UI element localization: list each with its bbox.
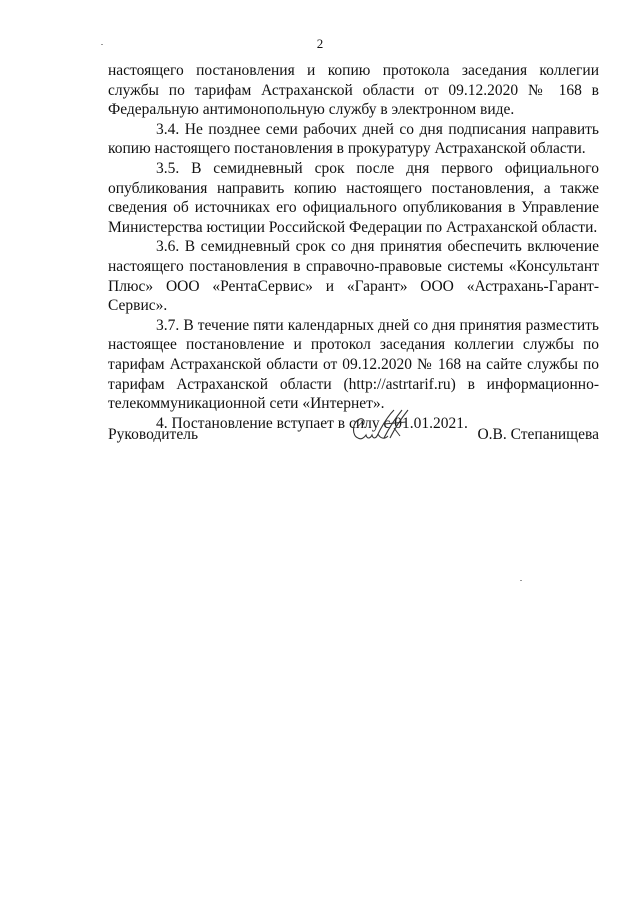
signer-name: О.В. Степанищева (477, 426, 599, 443)
paragraph-3-5: 3.5. В семидневный срок после дня первого официального опубликования направить копию настоящего постановления, а также сведения об источниках его официального опубликования в Управление Министерства юстиции Российской Федерации по Астраханской области. (108, 159, 599, 236)
document-body (108, 61, 599, 433)
paragraph-continuation: настоящего постановления и копию протокола заседания коллегии службы по тарифам Астраханской области от 09.12.2020 № 168 в Федеральную антимонопольную службу в электронном виде. (108, 62, 599, 119)
paragraph-4: 4. Постановление вступает в силу с 01.01.2021. (156, 414, 468, 432)
scan-speck (520, 580, 522, 581)
handwritten-signature (344, 408, 414, 452)
paragraph-3-4: 3.4. Не позднее семи рабочих дней со дня подписания направить копию настоящего постановления в прокуратуру Астраханской области. (108, 120, 599, 158)
paragraph-3-6: 3.6. В семидневный срок со дня принятия обеспечить включение настоящего постановления в справочно-правовые системы «Консультант Плюс» ООО «РентаСервис» и «Гарант» ООО «Астрахань-Гарант-Сервис». (108, 238, 599, 315)
page-number: 2 (316, 36, 324, 51)
scan-speck (101, 44, 103, 45)
signer-position: Руководитель (108, 426, 199, 443)
paragraph-3-7: 3.7. В течение пяти календарных дней со дня принятия разместить настоящее постановление и протокол заседания коллегии службы по тарифам Астраханской области от 09.12.2020 № 168 на сайте службы по тарифам Астраханской области (http://astrtarif.ru) в информационно-телекоммуникационной сети «Интернет». (108, 316, 599, 413)
signature-block (108, 426, 599, 450)
